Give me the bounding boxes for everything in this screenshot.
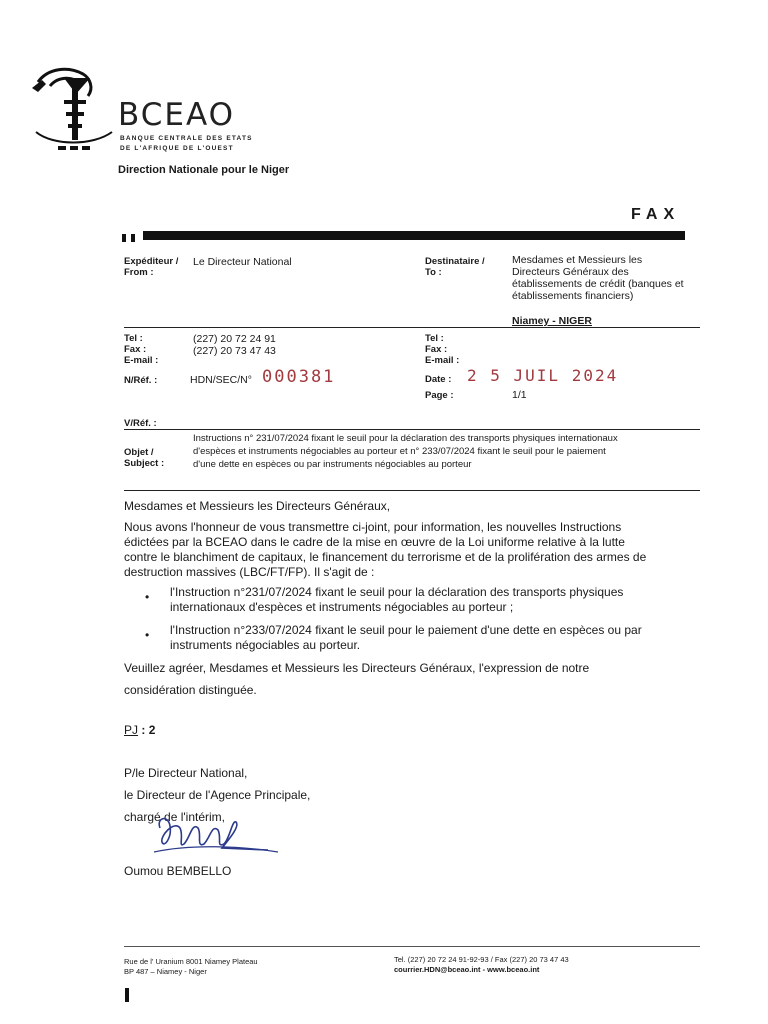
salutation: Mesdames et Messieurs les Directeurs Généraux, [124, 499, 391, 513]
sender-contact-values: (227) 20 72 24 91 (227) 20 73 47 43 [193, 333, 276, 357]
footer-divider [124, 946, 700, 947]
page-mark [125, 988, 129, 1002]
bullet-icon: • [145, 628, 150, 642]
ref-number-stamp: 000381 [262, 367, 336, 387]
date-stamp: 2 5 JUIL 2024 [467, 366, 619, 385]
vref-label: V/Réf. : [124, 418, 157, 429]
ref-label: N/Réf. : [124, 375, 158, 386]
page-label: Page : [425, 390, 454, 401]
recipient-city: Niamey - NIGER [512, 315, 592, 327]
brand-name: BCEAO [118, 97, 236, 133]
recipient-value: Mesdames et Messieurs les Directeurs Généraux des établissements de crédit (banques et établissements financiers) [512, 254, 684, 302]
ref-prefix: HDN/SEC/N° [190, 374, 252, 386]
header-bar [143, 231, 685, 240]
intro-paragraph: Nous avons l'honneur de vous transmettre ci-joint, pour information, les nouvelles Instructions édictées par la BCEAO dans le cadre de la mise en œuvre de la Loi uniforme relative à la lutte contre le blanchiment de capitaux, le financement du terrorisme et de la prolifération des armes de destruction massives (LBC/FT/FP). Il s'agit de : [124, 520, 647, 579]
instruction-item-2: l'Instruction n°233/07/2024 fixant le seuil pour le paiement d'une dette en espèces ou par instruments négociables au porteur. [170, 623, 642, 652]
fax-title: FAX [631, 206, 681, 223]
instruction-item-1: l'Instruction n°231/07/2024 fixant le seuil pour la déclaration des transports physiques internationaux d'espèces et instruments négociables au porteur ; [170, 585, 624, 614]
direction-title: Direction Nationale pour le Niger [118, 164, 290, 176]
signatory-title: P/le Directeur National, le Directeur de l'Agence Principale, chargé de l'intérim, [124, 766, 311, 824]
recipient-contact-labels: Tel : Fax : E-mail : [425, 333, 460, 366]
bceao-emblem-logo [28, 58, 118, 154]
brand-subtitle-2: DE L'AFRIQUE DE L'OUEST [120, 145, 234, 152]
page-value: 1/1 [512, 389, 527, 401]
brand-subtitle-1: BANQUE CENTRALE DES ETATS [120, 135, 253, 142]
header-bar-tick [131, 234, 135, 242]
sender-contact-labels: Tel : Fax : E-mail : [124, 333, 159, 366]
attachments: PJ : 2 [124, 723, 156, 737]
section-divider [124, 429, 700, 430]
signatory-name: Oumou BEMBELLO [124, 864, 232, 878]
sender-label: Expéditeur / From : [124, 256, 179, 278]
section-divider [124, 327, 700, 328]
bullet-icon: • [145, 590, 150, 604]
section-divider [124, 490, 700, 491]
recipient-label: Destinataire / To : [425, 256, 485, 278]
handwritten-signature [150, 808, 280, 860]
subject-label: Objet / Subject : [124, 447, 165, 469]
closing-paragraph: Veuillez agréer, Mesdames et Messieurs les Directeurs Généraux, l'expression de notre considération distinguée. [124, 661, 590, 697]
header-bar-tick [122, 234, 126, 242]
sender-value: Le Directeur National [193, 256, 292, 268]
subject-text: Instructions n° 231/07/2024 fixant le seuil pour la déclaration des transports physiques internationaux d'espèces et instruments négociables au porteur et n° 233/07/2024 fixant le seuil pour le paiement d'une dette en espèces ou par instruments négociables au porteur [193, 433, 618, 470]
date-label: Date : [425, 374, 452, 385]
footer-address: Rue de l' Uranium 8001 Niamey Plateau BP 487 – Niamey - Niger [124, 957, 258, 976]
footer-contact: Tel. (227) 20 72 24 91-92-93 / Fax (227) 20 73 47 43 courrier.HDN@bceao.int - www.bceao.int [394, 955, 569, 974]
